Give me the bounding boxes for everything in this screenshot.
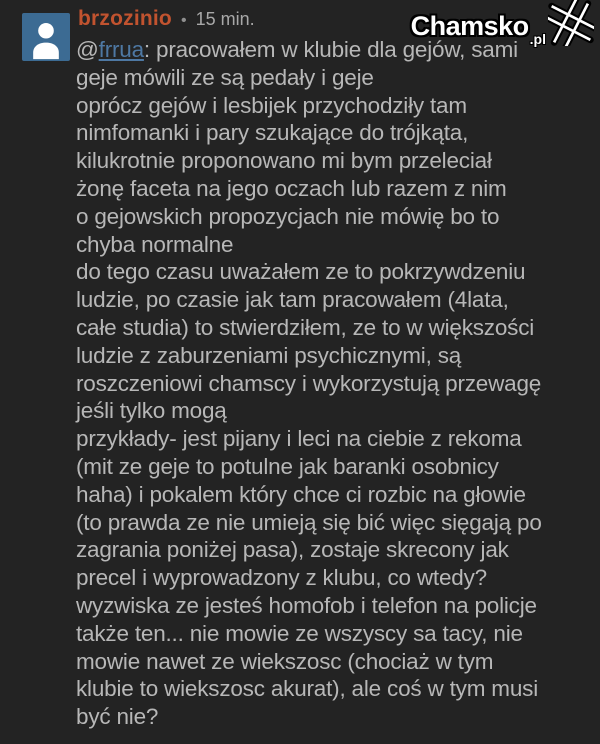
comment-line: geje mówili ze są pedały i geje [76,64,374,90]
comment-line: chyba normalne [76,231,234,257]
comment-lines [76,64,600,731]
comment-line: ludzie, po czasie jak tam pracowałem (4lata, [76,287,509,313]
comment-line: mowie nawet ze wiekszosc (chociaż w tym [76,648,494,674]
comment-line: całe studia) to stwierdziłem, ze to w większości [76,314,535,340]
comment-line: także ten... nie mowie ze wszyscy sa tacy, nie [76,620,523,646]
comment-line: ludzie z zaburzeniami psychicznymi, są [76,342,462,368]
comment-line: precel i wyprowadzony z klubu, co wtedy? [76,565,487,591]
comment-line: oprócz gejów i lesbijek przychodziły tam [76,92,467,118]
comment-line: (to prawda ze nie umieją się bić więc sięgają po [76,509,542,535]
comment-line: o gejowskich propozycjach nie mówię bo to [76,203,500,229]
timestamp: 15 min. [195,9,255,29]
comment-line: kilukrotnie proponowano mi bym przeleciał [76,148,492,174]
mention-link[interactable]: frrua [98,37,144,62]
comment-line: (mit ze geje to potulne jak baranki osobnicy [76,453,499,479]
username-link[interactable]: brzozinio [78,7,172,30]
separator-dot: • [180,12,187,29]
comment-line: żonę faceta na jego oczach lub razem z nim [76,175,507,201]
comment-line: haha) i pokalem który chce ci rozbic na głowie [76,481,526,507]
comment-line: zagrania poniżej pasa), zostaje skrecony jak [76,537,509,563]
mention-prefix: @ [76,37,99,62]
comment-first-line [76,36,600,64]
post-header [78,7,255,31]
logo-tld: .pl [529,31,546,47]
comment-line: roszczeniowi chamscy i wykorzystują przewagę [76,370,542,396]
comment-line: przykłady- jest pijany i leci na ciebie z rekoma [76,426,522,452]
comment-line: nimfomanki i pary szukające do trójkąta, [76,120,469,146]
logo-text: Chamsko [410,11,529,41]
comment-line: być nie? [76,704,159,730]
comment-line: jeśli tylko mogą [76,398,227,424]
comment-line: do tego czasu uważałem ze to pokrzywdzeniu [76,259,526,285]
comment-body [76,36,600,731]
person-icon [24,17,68,61]
comment-line: wyzwiska ze jesteś homofob i telefon na policje [76,592,537,618]
comment-line: klubie to wiekszosc akurat), ale coś w tym musi [76,676,539,702]
avatar[interactable] [22,13,70,61]
first-line-text: : pracowałem w klubie dla gejów, sami [143,37,518,62]
